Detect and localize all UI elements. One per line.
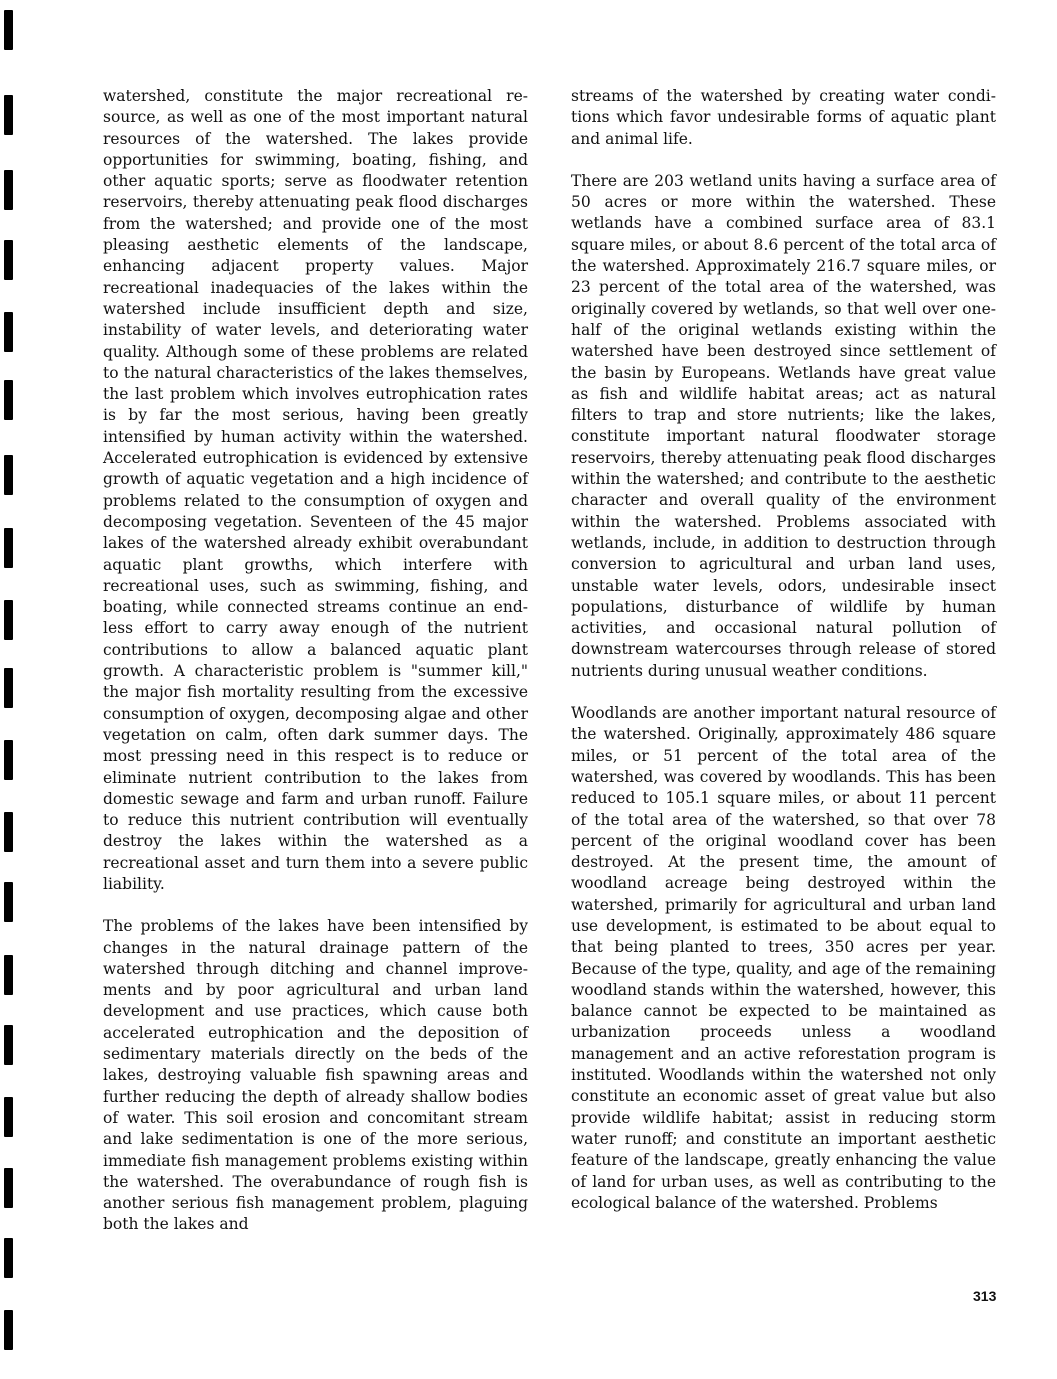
binding-mark (4, 812, 13, 852)
binding-mark (4, 1238, 13, 1278)
binding-mark (4, 95, 13, 135)
binding-mark (4, 170, 13, 210)
binding-mark (4, 740, 13, 780)
paragraph-wetlands: There are 203 wetland units having a surface area of 50 acres or more within the watershed. These wetlands have a combined surface area of 83.1 square miles, or about 8.6 percent of the total arca of the watershed. Approximately 216.7 square miles, or 23 percent of the total area of the watershed, was originally covered by wetlands, so that well over one-half of the original wetlands existing within the watershed have been destroyed since settlement of the basin by Europeans. Wetlands have great value as fish and wildlife habitat areas; act as natural filters to trap and store nutrients; like the lakes, constitute important natural floodwater storage reservoirs, thereby attenuating peak flood discharges within the watershed; and contribute to the aesthetic character and overall quality of the environment within the watershed. Problems associated with wetlands, include, in addition to destruction through conversion to agricultural and urban land uses, unstable water levels, odors, undesirable insect populations, disturbance of wildlife by human activities, and occasional natural pollution of downstream watercourses through release of stored nutrients during unusual weather conditions. (571, 171, 996, 680)
binding-mark (4, 600, 13, 640)
right-text-column (571, 86, 996, 1235)
binding-mark (4, 10, 13, 50)
binding-mark (4, 380, 13, 420)
left-text-column (103, 86, 528, 1257)
binding-mark (4, 528, 13, 568)
binding-mark (4, 240, 13, 280)
paragraph-lakes-recreation: watershed, constitute the major recreational resource, as well as one of the most important natural resources of the watershed. The lakes provide opportunities for swimming, boating, fishing, and other aquatic sports; serve as floodwater retention reservoirs, thereby attenuating peak flood discharges from the watershed; and provide one of the most pleasing aesthetic elements of the landscape, enhancing adjacent property values. Major recreational inadequacies of the lakes within the watershed include insufficient depth and size, instability of water levels, and deteriorating water quality. Although some of these problems are related to the natural characteristics of the lakes themselves, the last problem which involves eutrophication rates is by far the most serious, having been greatly intensified by human activity within the watershed. Accelerated eutrophication is evidenced by extensive growth of aquatic vegetation and a high incidence of problems related to the consumption of oxygen and decomposing vegetation. Seventeen of the 45 major lakes of the watershed already exhibit overabundant aquatic plant growths, which interfere with recreational uses, such as swimming, fishing, and boating, while connected streams continue an endless effort to carry away enough of the nutrient contributions to allow a balanced aquatic plant growth. A characteristic problem is "summer kill," the major fish mortality resulting from the excessive consumption of oxygen, decomposing algae and other vegetation on calm, often dark summer days. The most pressing need in this respect is to reduce or eliminate nutrient contribution to the lakes from domestic sewage and farm and urban runoff. Failure to reduce this nutrient contribution will eventually destroy the lakes within the watershed as a recreational asset and turn them into a severe public liability. (103, 87, 528, 893)
binding-mark (4, 1168, 13, 1208)
paragraph-lakes-problems: The problems of the lakes have been intensified by changes in the natural drainage pattern of the watershed through ditching and channel improvements and by poor agricultural and urban land development and use practices, which cause both accelerated eutrophication and the deposition of sedimentary materials directly on the beds of the lakes, destroying valuable fish spawning areas and further reducing the depth of already shallow bodies of water. This soil erosion and concomitant stream and lake sedimentation is one of the more serious, immediate fish management problems existing within the watershed. The overabundance of rough fish is another serious fish management problem, plaguing both the lakes and (103, 917, 528, 1234)
binding-marks (4, 0, 16, 1379)
page-number: 313 (973, 1288, 997, 1304)
paragraph-woodlands: Woodlands are another important natural resource of the watershed. Originally, approximately 486 square miles, or 51 percent of the total area of the watershed, was covered by woodlands. This has been reduced to 105.1 square miles, or about 11 percent of the total area of the watershed, so that over 78 percent of the original woodland cover has been destroyed. At the present time, the amount of woodland acreage being destroyed within the watershed, primarily for agricultural and urban land use development, is estimated to be about equal to that being planted to trees, 350 acres per year. Because of the type, quality, and age of the remaining woodland stands within the watershed, however, this balance cannot be expected to be maintained as urbanization proceeds unless a woodland management and an active reforestation program is instituted. Woodlands within the watershed not only constitute an economic asset of great value but also provide wildlife habitat; assist in reducing storm water runoff; and constitute an important aesthetic feature of the landscape, greatly enhancing the value of land for urban uses, as well as contributing to the ecological balance of the watershed. Problems (571, 704, 996, 1212)
binding-mark (4, 1025, 13, 1065)
binding-mark (4, 1310, 13, 1350)
paragraph-streams-continued: streams of the watershed by creating water conditions which favor undesirable forms of aquatic plant and animal life. (571, 87, 996, 148)
binding-mark (4, 455, 13, 495)
binding-mark (4, 882, 13, 922)
binding-mark (4, 312, 13, 352)
binding-mark (4, 1097, 13, 1137)
binding-mark (4, 668, 13, 708)
binding-mark (4, 955, 13, 995)
